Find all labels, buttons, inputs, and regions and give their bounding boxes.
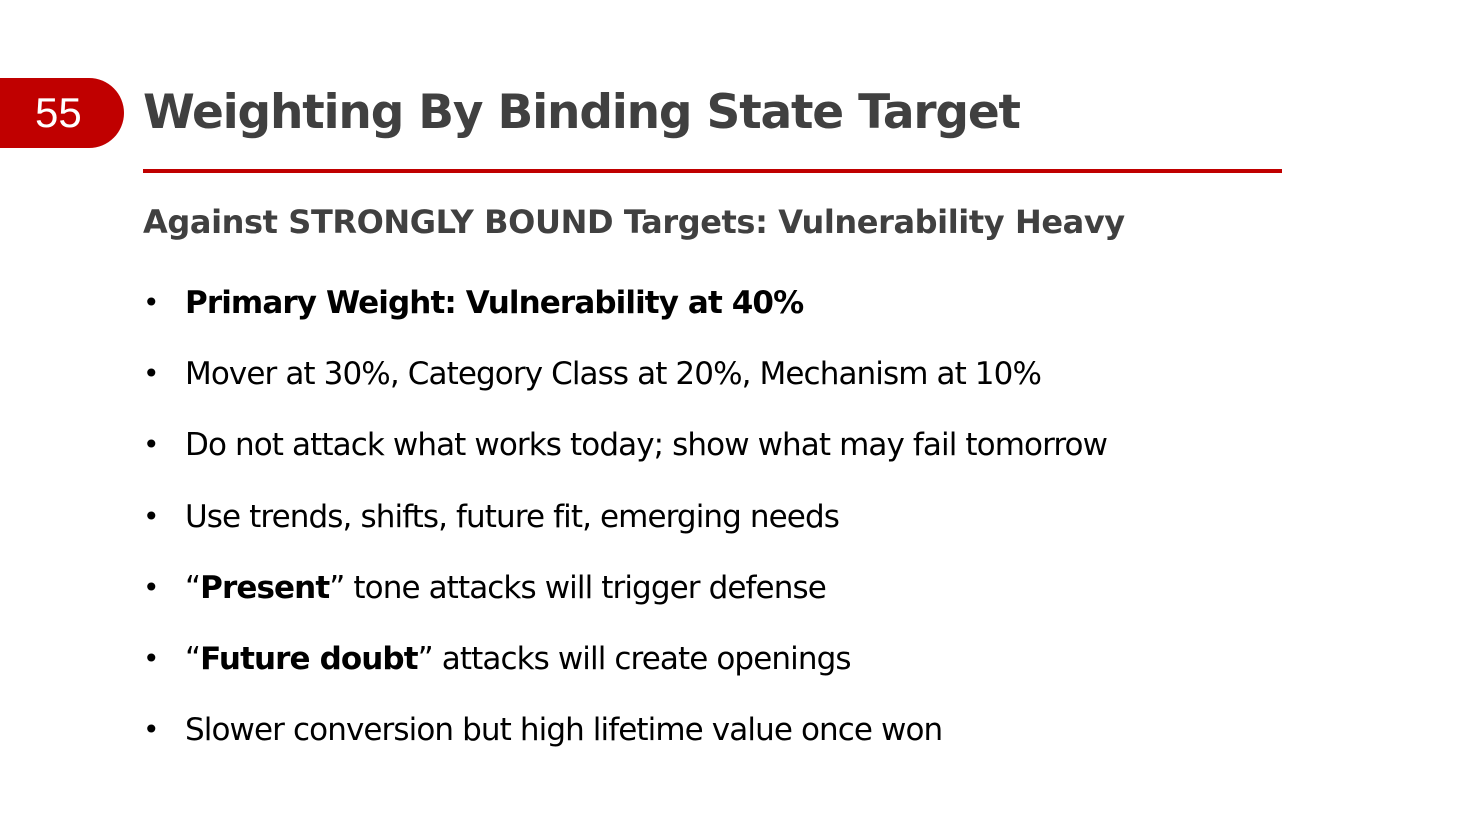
slide-title: Weighting By Binding State Target xyxy=(143,85,1020,140)
bullet-text: ” tone attacks will trigger defense xyxy=(329,569,826,606)
bullet-dot-icon: • xyxy=(143,499,159,533)
bullet-dot-icon: • xyxy=(143,357,159,391)
bullet-future-doubt xyxy=(143,630,1107,701)
bullet-dot-icon: • xyxy=(143,641,159,675)
bullet-text: Primary Weight: Vulnerability at 40% xyxy=(185,285,804,321)
bullet-bold-text: Future doubt xyxy=(200,640,418,677)
bullet-text: Mover at 30%, Category Class at 20%, Mechanism at 10% xyxy=(185,356,1042,393)
bullet-dot-icon: • xyxy=(143,286,159,319)
bullet-text: Use trends, shifts, future fit, emerging needs xyxy=(185,498,840,535)
bullet-trends xyxy=(143,488,1107,559)
bullet-dot-icon: • xyxy=(143,570,159,604)
bullet-open-quote: “ xyxy=(185,640,201,677)
bullet-lifetime-value xyxy=(143,701,1107,772)
bullet-text: ” attacks will create openings xyxy=(417,640,851,677)
bullet-bold-text: Present xyxy=(200,569,330,606)
bullet-present-tone xyxy=(143,559,1107,630)
bullet-attack-advice xyxy=(143,416,1107,487)
slide-subtitle: Against STRONGLY BOUND Targets: Vulnerability Heavy xyxy=(143,203,1125,241)
bullet-open-quote: “ xyxy=(185,569,201,606)
bullet-dot-icon: • xyxy=(143,428,159,462)
bullet-dot-icon: • xyxy=(143,713,159,747)
bullet-list xyxy=(143,274,1107,772)
slide-number-badge: 55 xyxy=(0,78,124,148)
title-underline xyxy=(143,169,1282,173)
bullet-weights xyxy=(143,345,1107,416)
bullet-text: Do not attack what works today; show what may fail tomorrow xyxy=(185,427,1108,464)
bullet-text: Slower conversion but high lifetime value once won xyxy=(185,712,943,749)
bullet-primary-weight xyxy=(143,274,1107,345)
